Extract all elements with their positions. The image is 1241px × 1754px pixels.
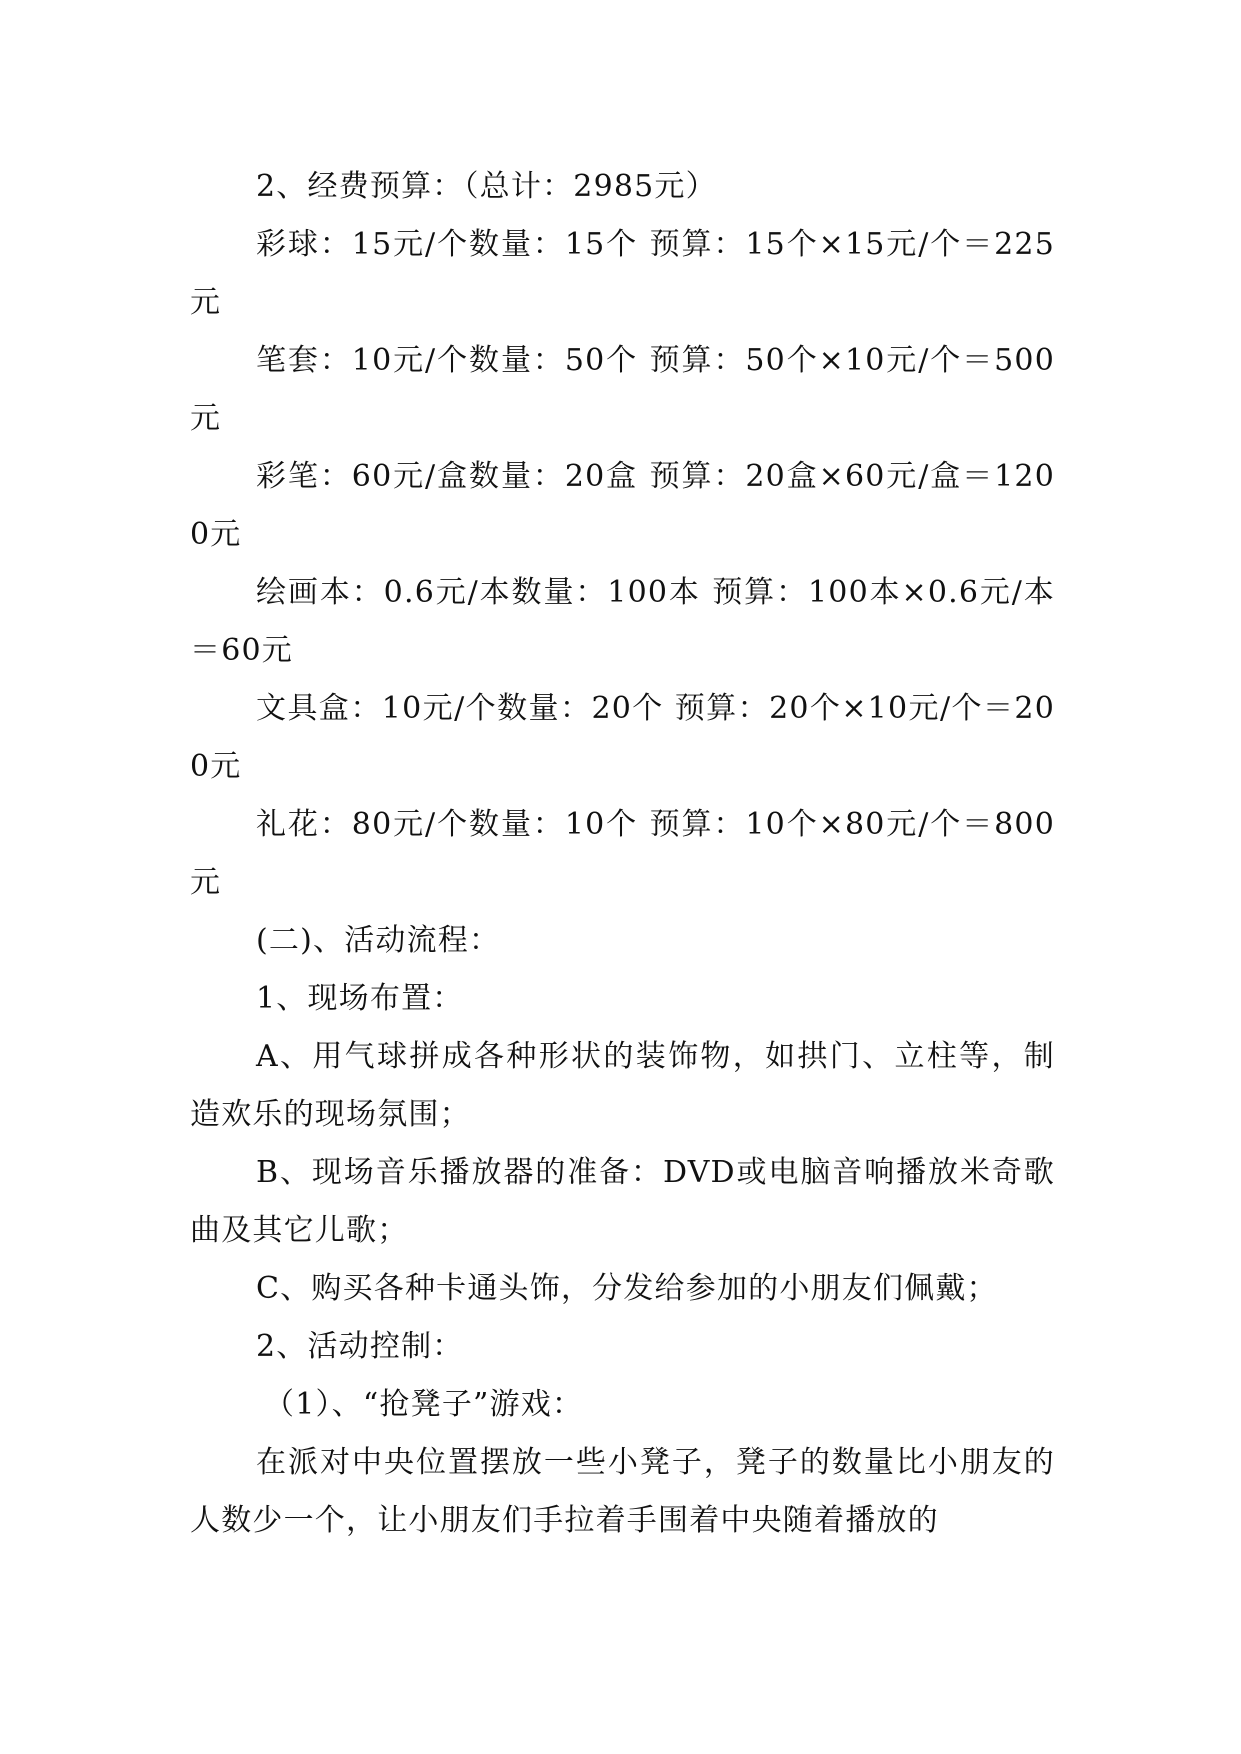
budget-item-balloons: 彩球：15元/个数量：15个 预算：15个×15元/个＝225元 (190, 227, 1055, 320)
subheading-venue-setup: 1、现场布置： (256, 981, 464, 1016)
setup-item-c: C、购买各种卡通头饰，分发给参加的小朋友们佩戴； (256, 1271, 998, 1306)
budget-heading: 2、经费预算：（总计：2985元） (256, 169, 717, 204)
game-heading-musical-chairs: （1）、“抢凳子”游戏： (264, 1387, 584, 1422)
budget-item-pen-caps: 笔套：10元/个数量：50个 预算：50个×10元/个＝500元 (190, 343, 1055, 436)
budget-item-color-pens: 彩笔：60元/盒数量：20盒 预算：20盒×60元/盒＝1200元 (190, 459, 1055, 552)
subheading-activity-control: 2、活动控制： (256, 1329, 464, 1364)
budget-item-stationery-boxes: 文具盒：10元/个数量：20个 预算：20个×10元/个＝200元 (190, 691, 1055, 784)
section-heading-activity-flow: (二)、活动流程： (256, 923, 501, 958)
document-body (190, 158, 1055, 1550)
budget-item-party-poppers: 礼花：80元/个数量：10个 预算：10个×80元/个＝800元 (190, 807, 1055, 900)
game-description: 在派对中央位置摆放一些小凳子，凳子的数量比小朋友的人数少一个，让小朋友们手拉着手围着中央随着播放的 (190, 1445, 1055, 1538)
setup-item-b: B、现场音乐播放器的准备：DVD或电脑音响播放米奇歌曲及其它儿歌； (190, 1155, 1055, 1248)
budget-item-drawing-books: 绘画本：0.6元/本数量：100本 预算：100本×0.6元/本＝60元 (190, 575, 1055, 668)
setup-item-a: A、用气球拼成各种形状的装饰物，如拱门、立柱等，制造欢乐的现场氛围； (190, 1039, 1055, 1132)
